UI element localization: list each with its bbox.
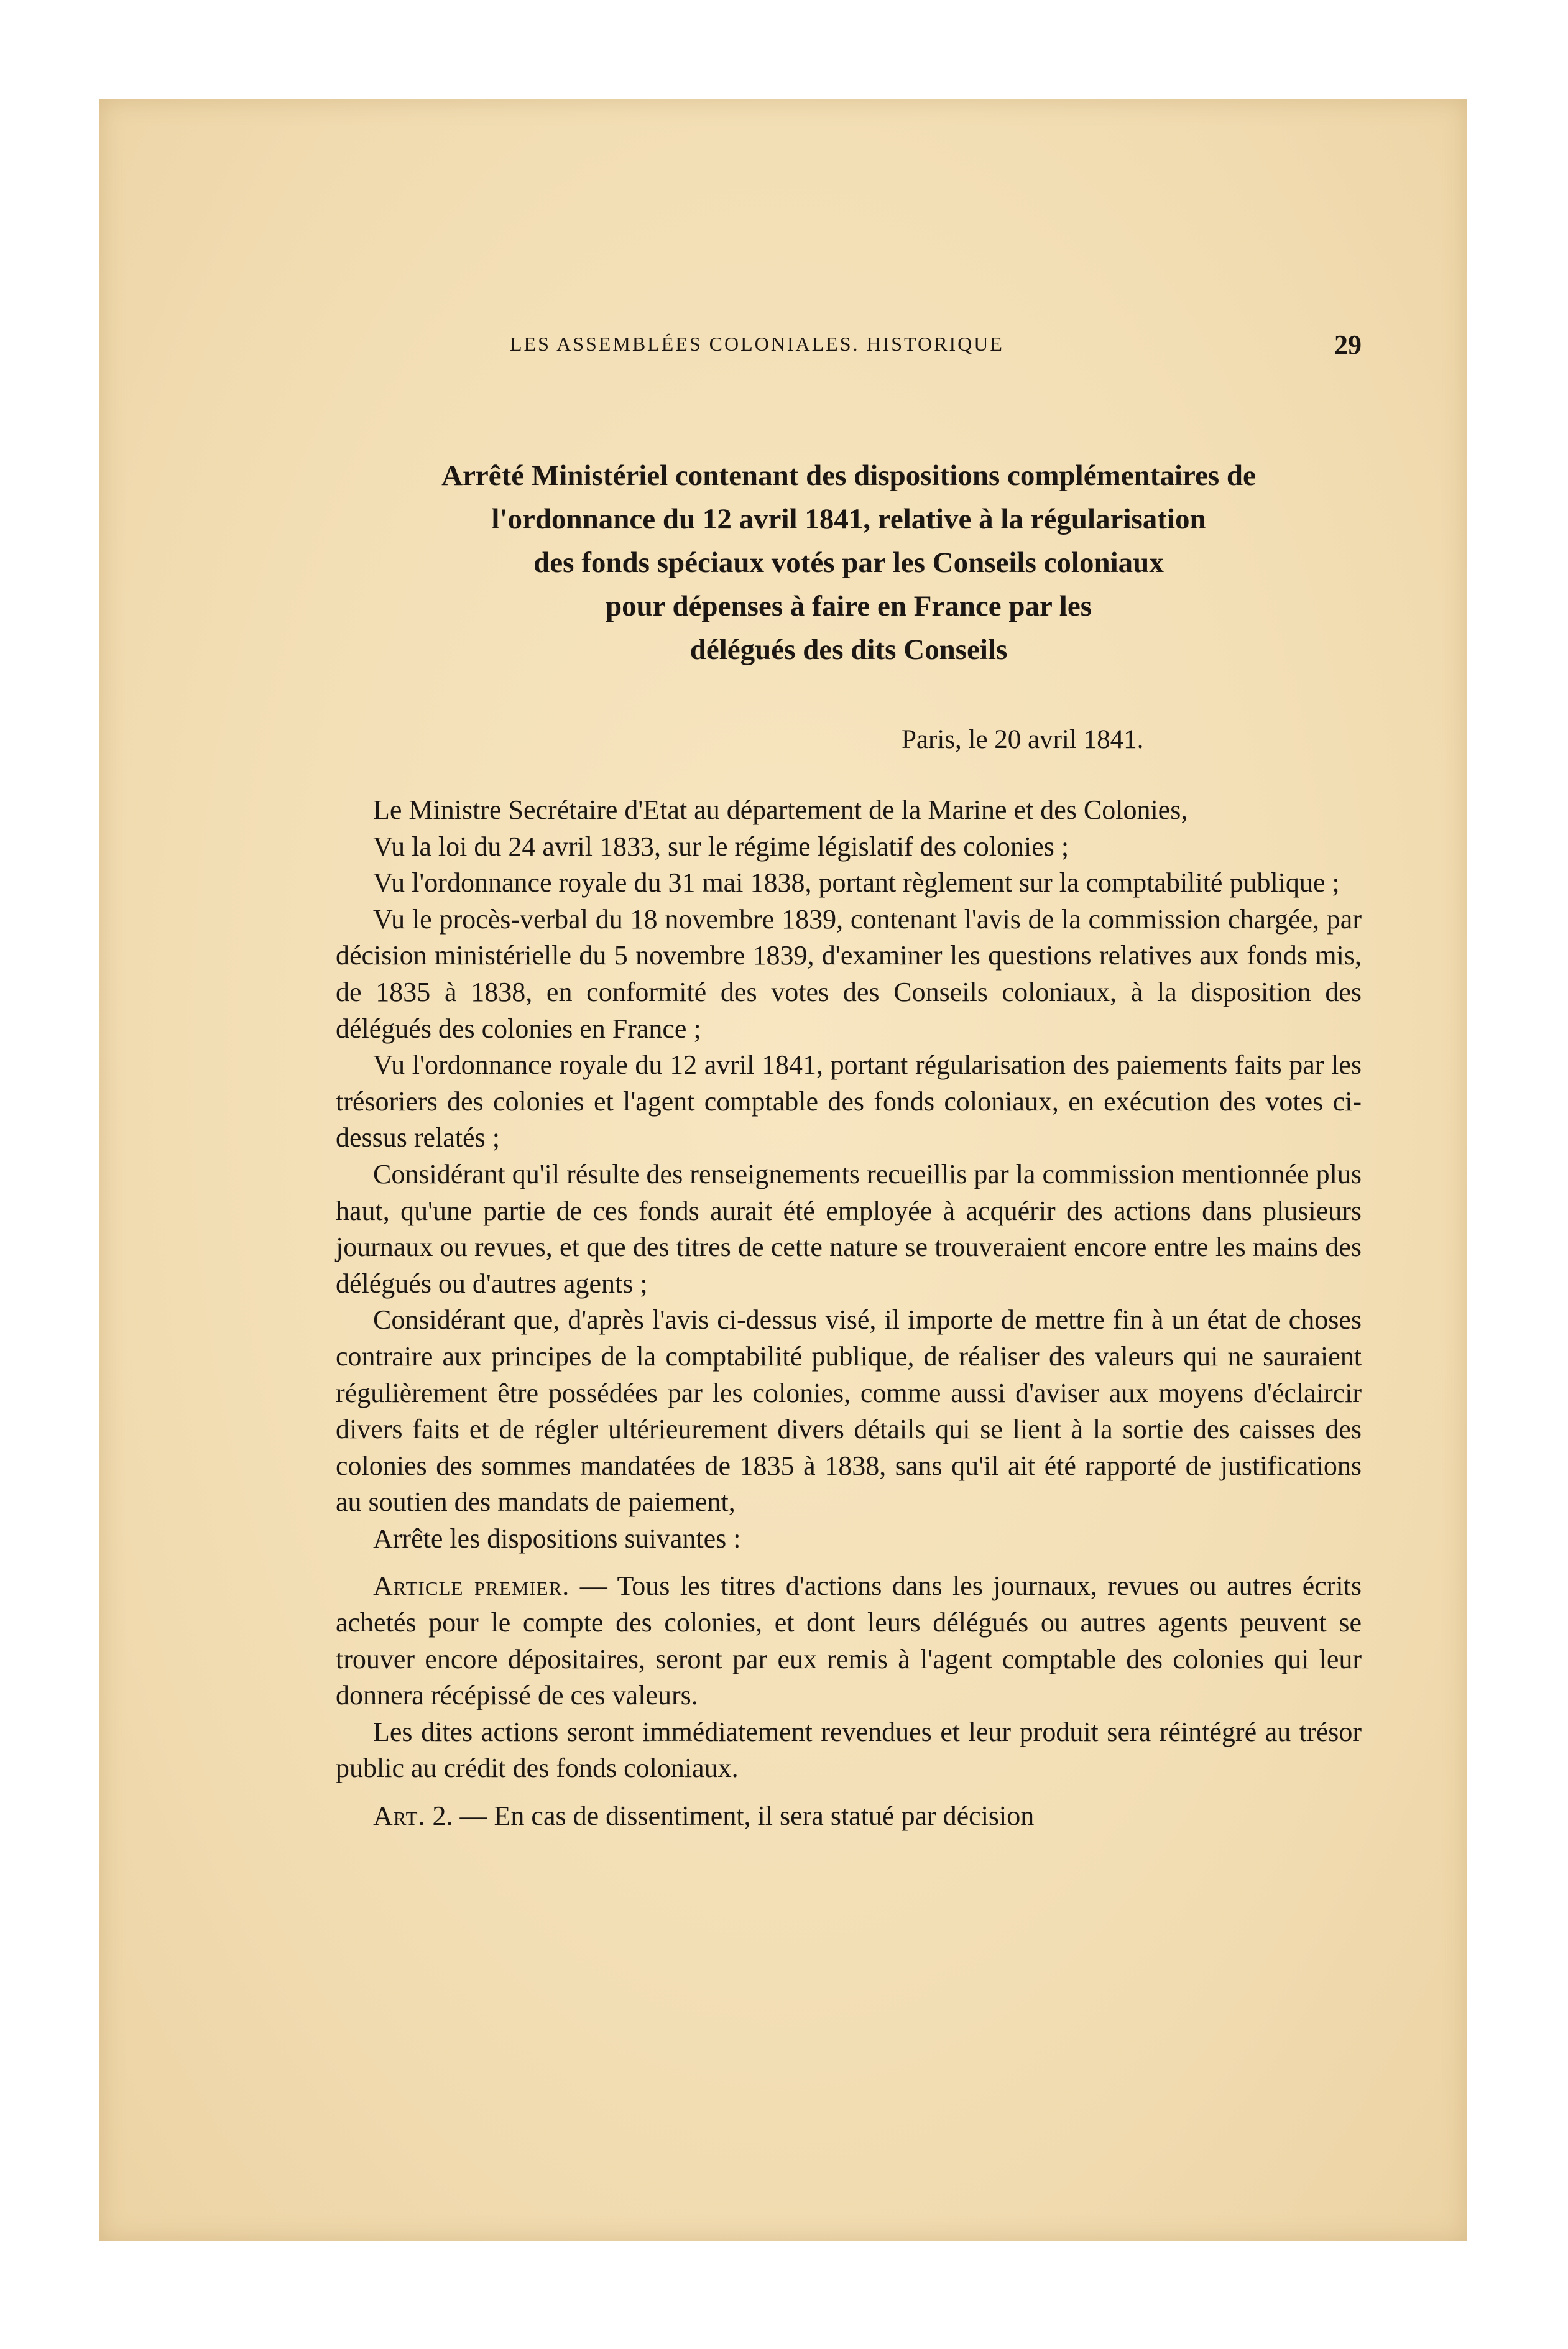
paragraph-law-1833: Vu la loi du 24 avril 1833, sur le régime législatif des colonies ; xyxy=(373,831,1069,862)
date-line: Paris, le 20 avril 1841. xyxy=(902,725,1144,754)
paragraph-considerant-1: Considérant qu'il résulte des renseignements recueillis par la commission mentionnée plus haut, qu'une partie de ces fonds aurait été employée à acquérir des actions dans plusieurs journaux ou revues, et que des titres de cette nature se trouveraient encore entre les mains des délégués ou d'autres agents ; xyxy=(336,1158,1362,1299)
paragraph-ordonnance-1841: Vu l'ordonnance royale du 12 avril 1841, portant régularisation des paiements faits par les trésoriers des colonies et l'agent comptable des fonds coloniaux, en exécution des votes ci-dessus relatés ; xyxy=(336,1050,1362,1153)
decree-title-line: pour dépenses à faire en France par les xyxy=(606,590,1092,622)
article-1-follow: Les dites actions seront immédiatement revendues et leur produit sera réintégré au trésor public au crédit des fonds coloniaux. xyxy=(336,1716,1362,1784)
paragraph-ordonnance-1838: Vu l'ordonnance royale du 31 mai 1838, portant règlement sur la comptabilité publique ; xyxy=(373,867,1340,898)
article-1-label: Article premier. xyxy=(373,1571,570,1602)
paragraph-minister: Le Ministre Secrétaire d'Etat au département de la Marine et des Colonies, xyxy=(373,795,1188,825)
article-2-number: 2. xyxy=(425,1801,453,1832)
article-2-label: Art. xyxy=(373,1801,426,1832)
paragraph-proces-verbal: Vu le procès-verbal du 18 novembre 1839, contenant l'avis de la commission chargée, par décision ministérielle du 5 novembre 1839, d'examiner les questions relatives aux fonds mis, de 1835 à 1838, en conformité des votes des Conseils coloniaux, à la disposition des délégués des colonies en France ; xyxy=(336,903,1362,1044)
article-1-text: — Tous les titres d'actions dans les journaux, revues ou autres écrits achetés pour le compte des colonies, et dont leurs délégués ou autres agents peuvent se trouver encore dépositaires, seront par eux remis à l'agent comptable des colonies qui leur donnera récépissé de ces valeurs. xyxy=(336,1571,1362,1711)
decree-title xyxy=(336,454,1362,671)
paragraph-considerant-2: Considérant que, d'après l'avis ci-dessus visé, il importe de mettre fin à un état de choses contraire aux principes de la comptabilité publique, de réaliser des valeurs qui ne sauraient régulièrement être possédées par les colonies, comme aussi d'aviser aux moyens d'éclaircir divers faits et de régler ultérieurement divers détails qui se lient à la sortie des caisses des colonies des sommes mandatées de 1835 à 1838, sans qu'il ait été rapporté de justifications au soutien des mandats de paiement, xyxy=(336,1304,1362,1518)
page-number: 29 xyxy=(1334,330,1362,360)
article-1 xyxy=(336,1568,1362,1714)
running-title: LES ASSEMBLÉES COLONIALES. HISTORIQUE xyxy=(510,333,1004,355)
running-head xyxy=(336,330,1362,370)
article-2 xyxy=(336,1798,1362,1835)
decree-title-line: des fonds spéciaux votés par les Conseils coloniaux xyxy=(533,547,1164,579)
decree-title-line: délégués des dits Conseils xyxy=(689,634,1008,666)
paragraph-arrete: Arrête les dispositions suivantes : xyxy=(373,1523,741,1554)
page-sheet xyxy=(99,99,1467,2241)
decree-title-line: l'ordonnance du 12 avril 1841, relative à la régularisation xyxy=(491,503,1206,535)
decree-title-line: Arrêté Ministériel contenant des dispositions complémentaires de xyxy=(441,459,1256,492)
page-content xyxy=(336,323,1362,1835)
article-2-text: — En cas de dissentiment, il sera statué par décision xyxy=(453,1801,1035,1832)
decree-body xyxy=(336,792,1362,1835)
